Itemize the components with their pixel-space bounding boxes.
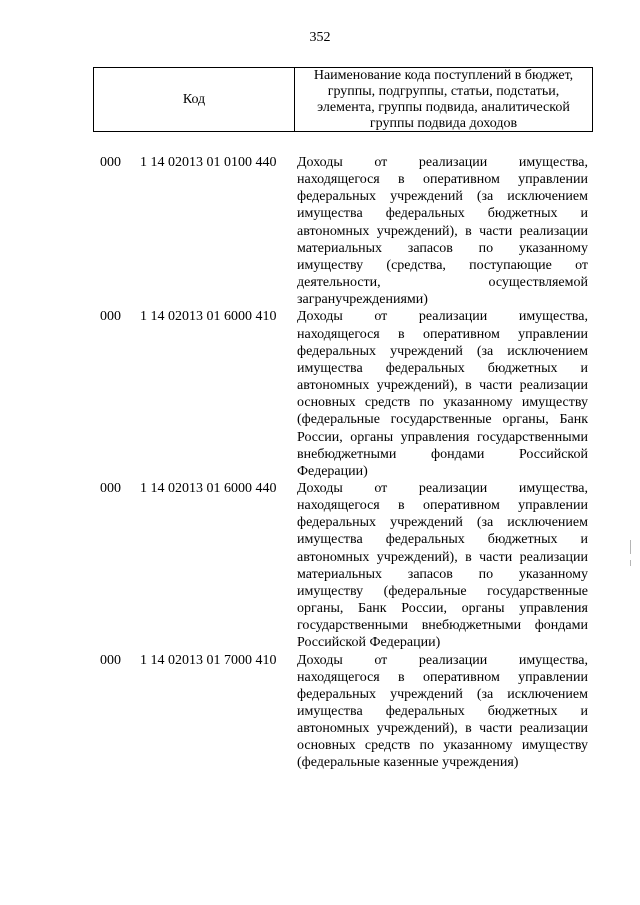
income-description: Доходы от реализации имущества, находящегося в оперативном управлении федеральных учреждений (за исключением имущества федеральных бюджетных и автономных учреждений), в части реализации материальных запасов по указанному имуществу (средства, поступающие от деятельности, осуществляемой загранучреждениями) — [297, 155, 588, 308]
scan-edge-mark — [630, 560, 631, 566]
income-description: Доходы от реализации имущества, находящегося в оперативном управлении федеральных учреждений (за исключением имущества федеральных бюджетных и автономных учреждений), в части реализации основных средств по указанному имуществу (федеральные казенные учреждения) — [297, 652, 588, 771]
table-header — [93, 67, 593, 132]
page-number: 352 — [309, 30, 331, 45]
table-row — [0, 480, 640, 652]
admin-code: 000 — [100, 652, 121, 668]
admin-code: 000 — [100, 155, 121, 170]
income-code: 1 14 02013 01 6000 410 — [140, 309, 277, 325]
income-code: 1 14 02013 01 7000 410 — [140, 652, 277, 668]
table-row — [0, 652, 640, 772]
table-row — [0, 154, 640, 308]
admin-code: 000 — [100, 309, 121, 325]
income-code: 1 14 02013 01 0100 440 — [140, 155, 277, 170]
scan-edge-mark — [630, 540, 631, 554]
income-code: 1 14 02013 01 6000 440 — [140, 480, 277, 496]
income-description: Доходы от реализации имущества, находящегося в оперативном управлении федеральных учреждений (за исключением имущества федеральных бюджетных и автономных учреждений), в части реализации материальных запасов по указанному имуществу (федеральные государственные органы, Банк России, органы управления государственными внебюджетными фондами Российской Федерации) — [297, 480, 588, 651]
table-body — [0, 154, 640, 772]
table-row — [0, 308, 640, 480]
header-code-cell: Код — [94, 68, 295, 131]
admin-code: 000 — [100, 480, 121, 496]
header-name-cell: Наименование кода поступлений в бюджет, группы, подгруппы, статьи, подстатьи, элемента, группы подвида, аналитической группы подвида доходов — [313, 67, 574, 131]
income-description: Доходы от реализации имущества, находящегося в оперативном управлении федеральных учреждений (за исключением имущества федеральных бюджетных и автономных учреждений), в части реализации основных средств по указанному имуществу (федеральные государственные органы, Банк России, органы управления государственными внебюджетными фондами Российской Федерации) — [297, 309, 588, 479]
